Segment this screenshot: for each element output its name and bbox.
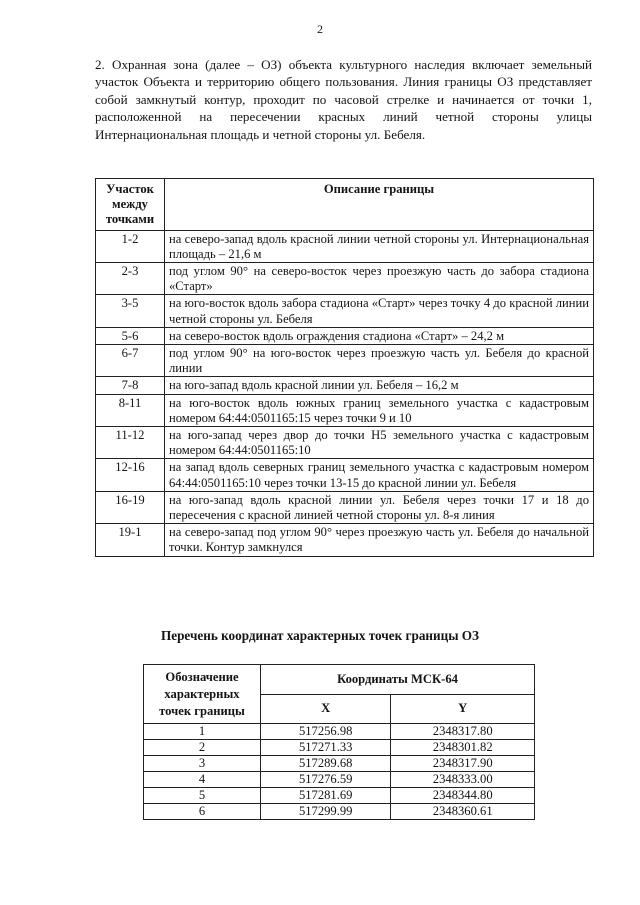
table-row: [96, 524, 594, 556]
segment-cell: 7-8: [96, 377, 165, 394]
description-cell: на юго-запад через двор до точки Н5 земельного участка с кадастровым номером 64:44:0501165:10: [165, 427, 594, 459]
description-cell: под углом 90° на юго-восток через проезжую часть ул. Бебеля до красной линии: [165, 345, 594, 377]
x-cell: 517289.68: [261, 756, 391, 772]
table-row: [144, 740, 535, 756]
table-row: [96, 263, 594, 295]
table-row: [96, 491, 594, 523]
table-row: [96, 345, 594, 377]
table-row: [96, 459, 594, 491]
table-row: [144, 804, 535, 820]
x-cell: 517271.33: [261, 740, 391, 756]
intro-paragraph: 2. Охранная зона (далее – ОЗ) объекта культурного наследия включает земельный участок Объекта и территорию общего пользования. Линия границы ОЗ представляет собой замкнутый контур, проходит по часовой стрелке и начинается от точки 1, расположенной на пересечении красных линий четной стороны улицы Интернациональная площадь и четной стороны ул. Бебеля.: [95, 57, 592, 142]
coords-header-row: [144, 665, 535, 695]
segment-cell: 6-7: [96, 345, 165, 377]
header-x: X: [261, 694, 391, 724]
y-cell: 2348360.61: [391, 804, 535, 820]
border-description-table: [95, 178, 594, 557]
description-cell: на юго-запад вдоль красной линии ул. Бебеля – 16,2 м: [165, 377, 594, 394]
point-cell: 3: [144, 756, 261, 772]
description-cell: под углом 90° на северо-восток через проезжую часть до забора стадиона «Старт»: [165, 263, 594, 295]
header-coordinate-system: Координаты МСК-64: [261, 665, 535, 695]
y-cell: 2348317.90: [391, 756, 535, 772]
point-cell: 5: [144, 788, 261, 804]
description-cell: на северо-запад вдоль красной линии четной стороны ул. Интернациональная площадь – 21,6 м: [165, 230, 594, 262]
segment-cell: 3-5: [96, 295, 165, 327]
border-table-header: [96, 179, 594, 231]
header-description: Описание границы: [165, 179, 594, 231]
segment-cell: 8-11: [96, 394, 165, 426]
x-cell: 517281.69: [261, 788, 391, 804]
description-cell: на северо-восток вдоль ограждения стадиона «Старт» – 24,2 м: [165, 327, 594, 344]
point-cell: 4: [144, 772, 261, 788]
y-cell: 2348333.00: [391, 772, 535, 788]
header-y: Y: [391, 694, 535, 724]
table-row: [96, 427, 594, 459]
segment-cell: 1-2: [96, 230, 165, 262]
segment-cell: 5-6: [96, 327, 165, 344]
segment-cell: 11-12: [96, 427, 165, 459]
x-cell: 517256.98: [261, 724, 391, 740]
table-row: [96, 327, 594, 344]
point-cell: 1: [144, 724, 261, 740]
table-row: [144, 724, 535, 740]
y-cell: 2348301.82: [391, 740, 535, 756]
header-point-designation: Обозначение характерных точек границы: [144, 665, 261, 724]
description-cell: на запад вдоль северных границ земельного участка с кадастровым номером 64:44:0501165:10 через точки 13-15 до красной линии ул. Бебеля: [165, 459, 594, 491]
coordinates-table: [143, 664, 535, 820]
y-cell: 2348317.80: [391, 724, 535, 740]
point-cell: 6: [144, 804, 261, 820]
description-cell: на юго-восток вдоль забора стадиона «Старт» через точку 4 до красной линии четной стороны ул. Бебеля: [165, 295, 594, 327]
table-row: [144, 788, 535, 804]
table-row: [96, 295, 594, 327]
table-row: [144, 756, 535, 772]
table-row: [96, 230, 594, 262]
header-segment: Участок между точками: [96, 179, 165, 231]
description-cell: на северо-запад под углом 90° через проезжую часть ул. Бебеля до начальной точки. Контур замкнулся: [165, 524, 594, 556]
x-cell: 517299.99: [261, 804, 391, 820]
segment-cell: 12-16: [96, 459, 165, 491]
x-cell: 517276.59: [261, 772, 391, 788]
table-row: [96, 377, 594, 394]
y-cell: 2348344.80: [391, 788, 535, 804]
table-row: [96, 394, 594, 426]
point-cell: 2: [144, 740, 261, 756]
coordinates-title: Перечень координат характерных точек границы ОЗ: [160, 628, 480, 643]
description-cell: на юго-запад вдоль красной линии ул. Бебеля через точки 17 и 18 до пересечения с красной линией четной стороны ул. 8-я линия: [165, 491, 594, 523]
segment-cell: 19-1: [96, 524, 165, 556]
segment-cell: 16-19: [96, 491, 165, 523]
description-cell: на юго-восток вдоль южных границ земельного участка с кадастровым номером 64:44:0501165:15 через точки 9 и 10: [165, 394, 594, 426]
table-row: [144, 772, 535, 788]
page-number: 2: [317, 22, 323, 36]
segment-cell: 2-3: [96, 263, 165, 295]
